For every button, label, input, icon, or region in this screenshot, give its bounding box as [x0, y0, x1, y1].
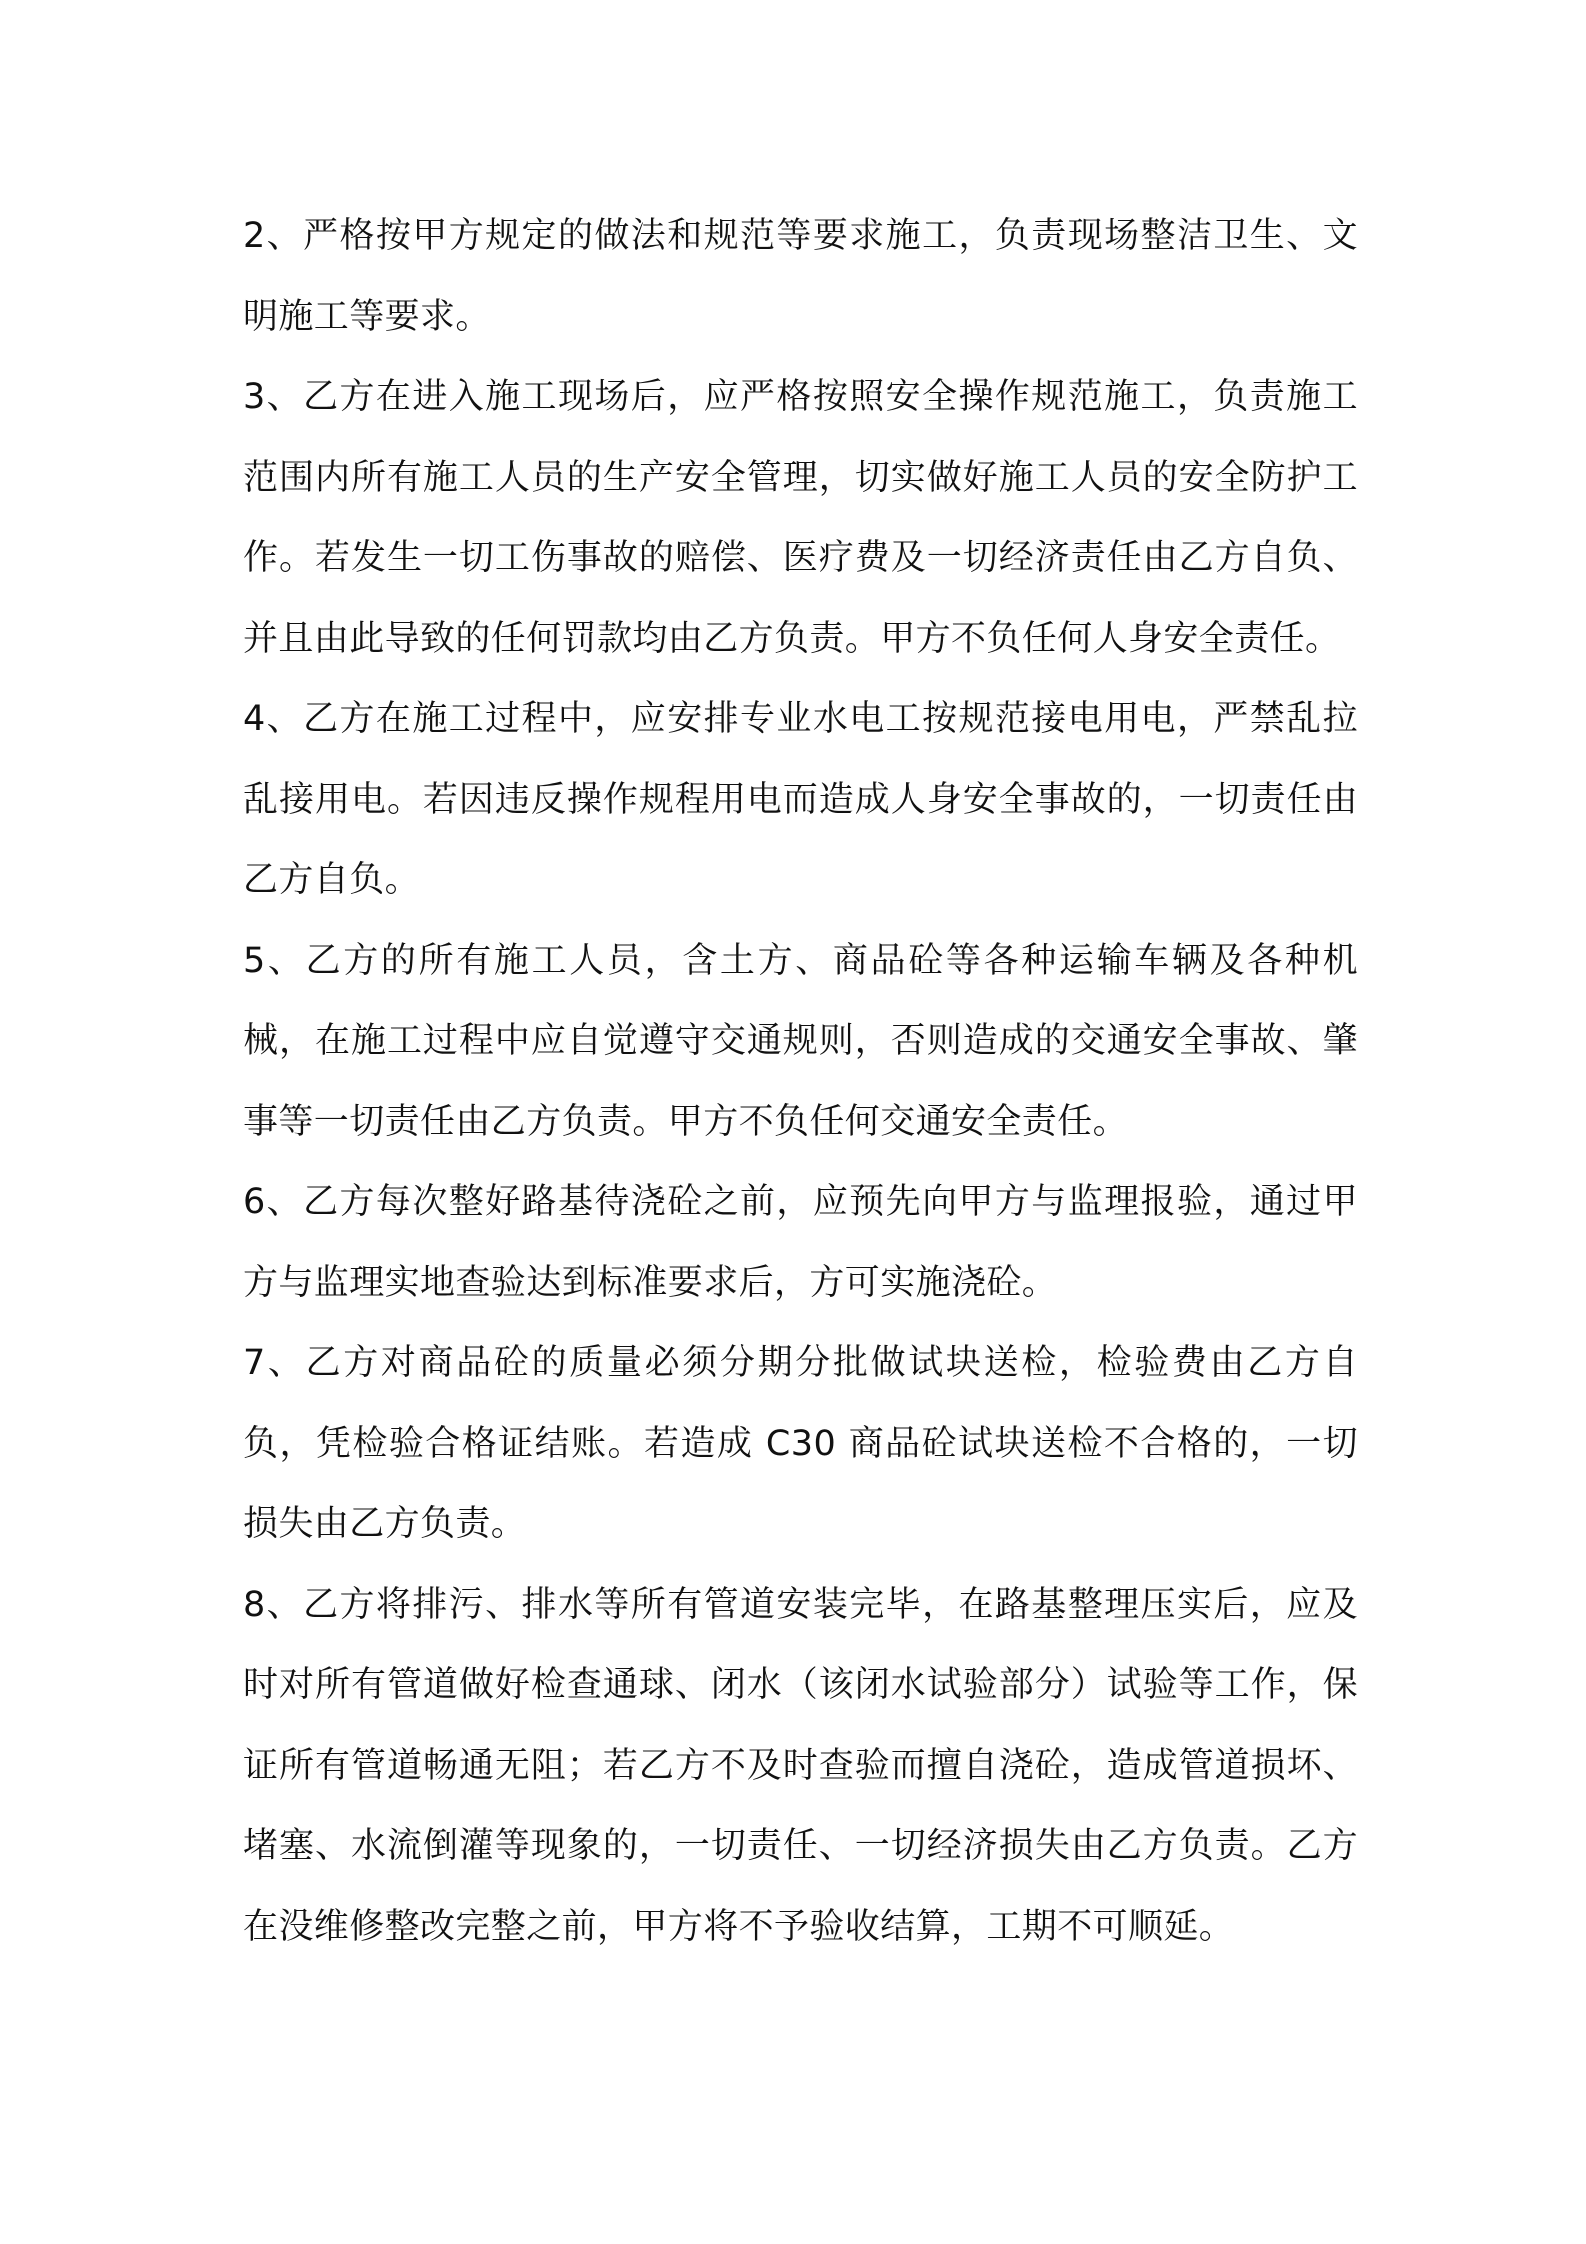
- clause-8: 8、乙方将排污、排水等所有管道安装完毕，在路基整理压实后，应及时对所有管道做好检查通球、闭水（该闭水试验部分）试验等工作，保证所有管道畅通无阻；若乙方不及时查验而擅自浇砼，造成管道损坏、堵塞、水流倒灌等现象的，一切责任、一切经济损失由乙方负责。乙方在没维修整改完整之前，甲方将不予验收结算，工期不可顺延。: [243, 1584, 1358, 1947]
- clause-2: 2、严格按甲方规定的做法和规范等要求施工，负责现场整洁卫生、文明施工等要求。: [243, 216, 1358, 337]
- clause-3: 3、乙方在进入施工现场后，应严格按照安全操作规范施工，负责施工范围内所有施工人员的生产安全管理，切实做好施工人员的安全防护工作。若发生一切工伤事故的赔偿、医疗费及一切经济责任由乙方自负、并且由此导致的任何罚款均由乙方负责。甲方不负任何人身安全责任。: [243, 377, 1358, 659]
- clause-6: 6、乙方每次整好路基待浇砼之前，应预先向甲方与监理报验，通过甲方与监理实地查验达到标准要求后，方可实施浇砼。: [243, 1182, 1358, 1303]
- clause-4: 4、乙方在施工过程中，应安排专业水电工按规范接电用电，严禁乱拉乱接用电。若因违反操作规程用电而造成人身安全事故的，一切责任由乙方自负。: [243, 699, 1358, 900]
- clause-7: 7、乙方对商品砼的质量必须分期分批做试块送检，检验费由乙方自负，凭检验合格证结账。若造成 C30 商品砼试块送检不合格的，一切损失由乙方负责。: [243, 1343, 1358, 1544]
- clause-5: 5、乙方的所有施工人员，含土方、商品砼等各种运输车辆及各种机械，在施工过程中应自觉遵守交通规则，否则造成的交通安全事故、肇事等一切责任由乙方负责。甲方不负任何交通安全责任。: [243, 940, 1358, 1142]
- document-body: [243, 196, 1358, 1967]
